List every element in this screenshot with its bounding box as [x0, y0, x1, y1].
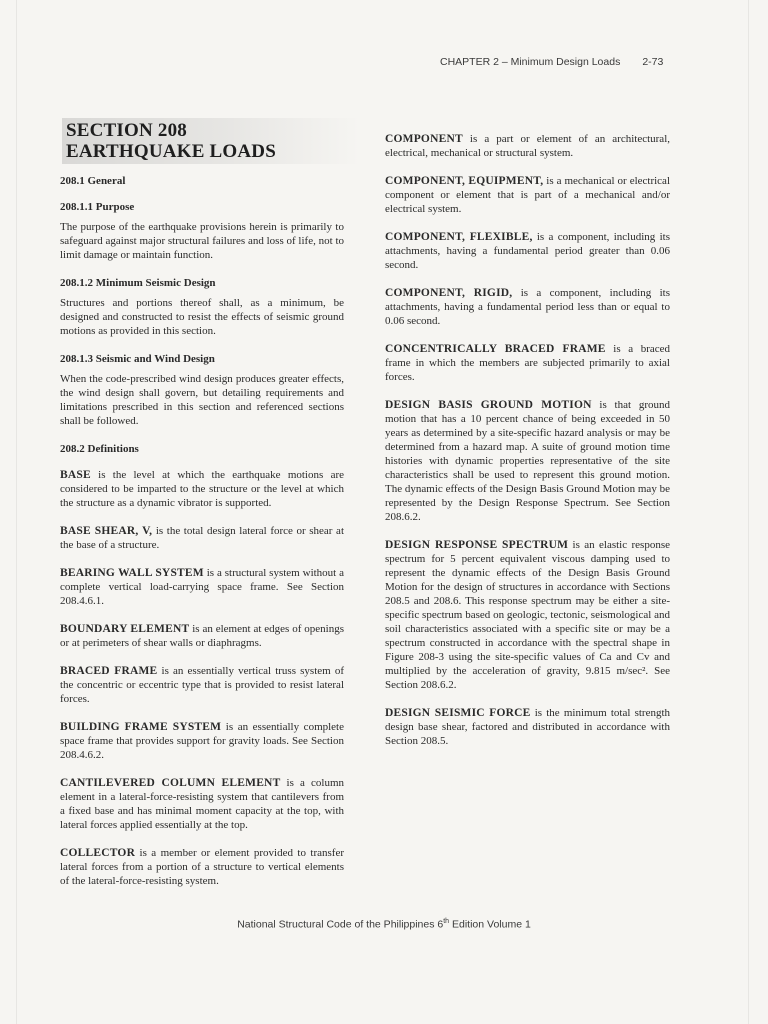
definition-entry [60, 524, 344, 552]
scan-edge-left [16, 0, 17, 1024]
page-footer [0, 918, 768, 931]
section-name: EARTHQUAKE LOADS [66, 141, 276, 162]
definition-entry [60, 622, 344, 650]
definition-term: DESIGN BASIS GROUND MOTION [385, 399, 592, 411]
definition-entry [385, 342, 670, 384]
definition-term: COMPONENT, EQUIPMENT, [385, 175, 544, 187]
page-number: 2-73 [642, 56, 664, 68]
definition-text: is the level at which the earthquake motions are considered to be imparted to the structure or the level at which the structure as a dynamic vibrator is supported. [60, 469, 344, 509]
scan-edge-right [748, 0, 749, 1024]
definition-term: BASE [60, 469, 91, 481]
definition-term: CANTILEVERED COLUMN ELEMENT [60, 777, 281, 789]
definition-entry [385, 286, 670, 328]
definition-text: is the total design lateral force or shear at the base of a structure. [60, 525, 344, 551]
footer-text: National Structural Code of the Philippines 6 [237, 918, 444, 931]
definition-text: is a component, including its attachments, having a fundamental period less than or equal to 0.06 second. [385, 287, 670, 327]
definition-entry [385, 398, 670, 524]
footer-text-2: Edition Volume 1 [449, 918, 531, 931]
definition-term: BEARING WALL SYSTEM [60, 567, 204, 579]
heading-general: 208.1 General [60, 175, 126, 187]
definition-entry [60, 720, 344, 762]
definition-entry [60, 776, 344, 832]
paragraph-purpose: The purpose of the earthquake provisions herein is primarily to safeguard against major structural failures and loss of life, not to limit damage or maintain function. [60, 221, 344, 261]
running-header [440, 56, 680, 68]
left-column [60, 174, 344, 902]
definition-entry [60, 468, 344, 510]
right-definitions [385, 132, 670, 748]
definition-term: COMPONENT, FLEXIBLE, [385, 231, 533, 243]
definition-text: is a braced frame in which the members are subjected primarily to axial forces. [385, 343, 671, 383]
paragraph-minimum-seismic: Structures and portions thereof shall, as a minimum, be designed and constructed to resist the effects of seismic ground motions as provided in this section. [60, 297, 344, 337]
definition-text: is a member or element provided to transfer lateral forces from a portion of a structure to vertical elements of the lateral-force-resisting system. [60, 847, 344, 887]
definition-text: is a structural system without a complete vertical load-carrying space frame. See Section 208.4.6.1. [60, 567, 345, 607]
definition-entry [60, 566, 344, 608]
definition-term: BRACED FRAME [60, 665, 158, 677]
definition-term: COMPONENT, RIGID, [385, 287, 513, 299]
definition-term: BUILDING FRAME SYSTEM [60, 721, 222, 733]
definition-term: COMPONENT [385, 133, 463, 145]
definition-entry [385, 230, 670, 272]
heading-seismic-wind: 208.1.3 Seismic and Wind Design [60, 353, 215, 365]
chapter-title: CHAPTER 2 – Minimum Design Loads [440, 56, 621, 68]
definition-term: DESIGN SEISMIC FORCE [385, 707, 531, 719]
paragraph-seismic-wind: When the code-prescribed wind design produces greater effects, the wind design shall govern, but detailing requirements and limitations prescribed in this section and referenced sections shall be followed. [60, 373, 344, 427]
definition-text: is the minimum total strength design base shear, factored and distributed in accordance with Section 208.5. [385, 707, 671, 747]
definition-text: is an elastic response spectrum for 5 percent equivalent viscous damping used to represent the dynamic effects of the Design Basis Ground Motion for the design of structures in accordance with Sections 208.5 and 208.6. This response spectrum may be either a site-specific spectrum based on geologic, tectonic, seismological and soil characteristics associated with a specific site or may be a spectrum constructed in accordance with the spectral shape in Figure 208-3 using the site-specific values of Ca and Cv and multiplied by the acceleration of gravity, 9.815 m/sec². See Section 208.6.2. [385, 539, 670, 691]
definition-text: is an essentially complete space frame that provides support for gravity loads. See Section 208.4.6.2. [60, 721, 344, 761]
footer-superscript: th [443, 918, 450, 925]
definition-text: is a mechanical or electrical component or element that is part of a mechanical and/or electrical system. [385, 175, 670, 215]
definition-text: is that ground motion that has a 10 percent chance of being exceeded in 50 years as determined by a site-specific hazard analysis or may be determined from a hazard map. A suite of ground motion time histories with dynamic properties representative of the site characteristics shall be used to represent this ground motion. The dynamic effects of the Design Basis Ground Motion may be represented by the Design Response Spectrum. See Section 208.6.2. [385, 399, 670, 523]
left-definitions [60, 468, 344, 888]
definition-term: BOUNDARY ELEMENT [60, 623, 190, 635]
section-title [62, 118, 360, 164]
definition-text: is an essentially vertical truss system of the concentric or eccentric type that is provided to resist lateral forces. [60, 665, 344, 705]
definition-term: COLLECTOR [60, 847, 136, 859]
heading-minimum-seismic: 208.1.2 Minimum Seismic Design [60, 277, 216, 289]
definition-entry [60, 846, 344, 888]
definition-term: BASE SHEAR, V, [60, 525, 153, 537]
definition-text: is a column element in a lateral-force-resisting system that cantilevers from a fixed base and has minimal moment capacity at the top, with lateral forces applied essentially at the top. [60, 777, 344, 831]
definition-entry [385, 538, 670, 692]
definition-entry [60, 664, 344, 706]
heading-purpose: 208.1.1 Purpose [60, 201, 135, 213]
definition-text: is a part or element of an architectural, electrical, mechanical or structural system. [385, 133, 670, 159]
heading-definitions: 208.2 Definitions [60, 443, 139, 455]
definition-text: is an element at edges of openings or at perimeters of shear walls or diaphragms. [60, 623, 344, 649]
definition-entry [385, 132, 670, 160]
section-number: SECTION 208 [66, 120, 187, 141]
definition-text: is a component, including its attachments, having a fundamental period greater than 0.06 second. [385, 231, 671, 271]
definition-term: DESIGN RESPONSE SPECTRUM [385, 539, 569, 551]
definition-entry [385, 706, 670, 748]
right-column [385, 132, 670, 762]
definition-term: CONCENTRICALLY BRACED FRAME [385, 343, 606, 355]
definition-entry [385, 174, 670, 216]
